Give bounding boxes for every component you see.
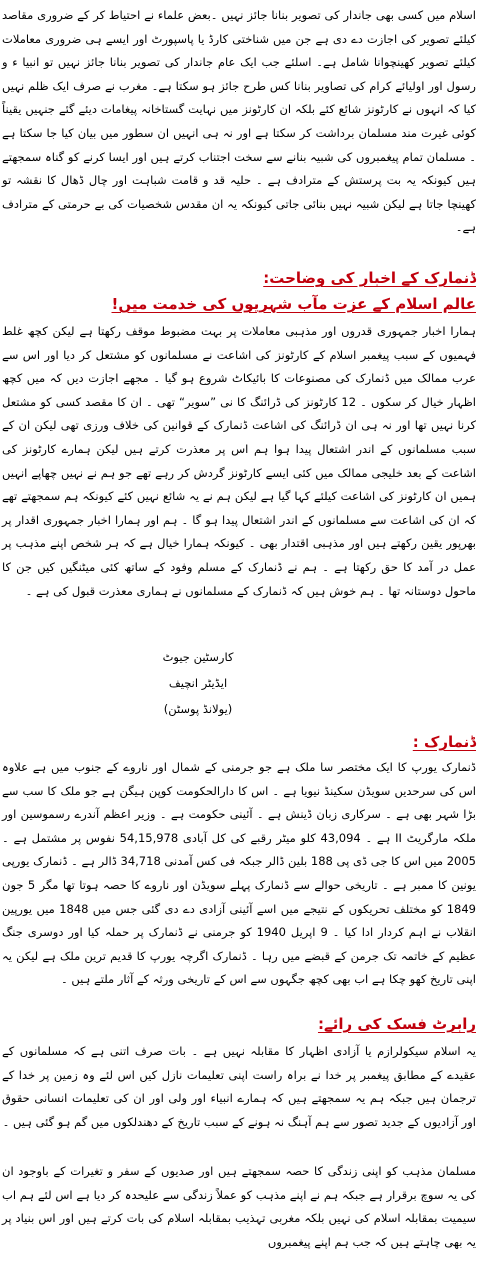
apology-paragraph: ہمارا اخبار جمہوری قدروں اور مذہبی معاملات پر بہت مضبوط موقف رکھتا ہے لیکن کچھ غلط فہمیوں کے سبب پیغمبر اسلام کے کارٹونز کی اشاعت نے مسلمانوں کو مشتعل کر دیا اور اس سے عرب ممالک میں ڈنمارک کی مصنوعات کا بائیکاٹ شروع ہو گیا ۔ مجھے اجازت دیں کہ میں کچھ اظہار خیال کر سکوں ۔ 12 کارٹونز کی ڈرائنگ کا نی ”سویر“ تھی ۔ ان کا مقصد کسی کو مشتعل کرنا نہیں تھا اور نہ ہی ان ڈرائنگ کی اشاعت ڈنمارک کے قوانین کی خلاف ورزی تھی لیکن ان کے سبب مسلمانوں کے اندر اشتعال پیدا ہوا ہم اس پر معذرت کرتے ہیں لیکن ہمارے کارٹونز کی اشاعت کے بعد خلیجی ممالک میں کئی ایسے کارٹونز گردش کر رہے تھے جو ہم نے نہیں چھاپے انہیں ہمیں ان کارٹونز کی اشاعت کیلئے کہا گیا ہے لیکن ہم نے یہ شائع نہیں کئے کیونکہ ہم سمجھتے تھے کہ ان کی اشاعت سے مسلمانوں کے اندر اشتعال پیدا ہو گا ۔ ہم اور ہمارا اخبار جمہوری اقدار پر بھرپور یقین رکھتے ہیں اور مذہبی اقتدار بھی ۔ کیونکہ ہمارا خیال ہے کہ ہر شخص اپنے مذہب پر عمل در آمد کا حق رکھتا ہے ۔ ہم نے ڈنمارک کے مسلم وفود کے ساتھ کئی میٹنگیں کیں جن کا ماحول دوستانہ تھا ۔ ہم خوش ہیں کہ ڈنمارک کے مسلمانوں نے ہماری معذرت قبول کی ہے ۔ bbox=[2, 324, 476, 598]
heading-denmark-clarification: ڈنمارک کے اخبار کی وضاحت: bbox=[263, 269, 476, 287]
signature-title: ایڈیٹر انچیف bbox=[168, 676, 228, 690]
signature-name: کارسٹین جیوٹ bbox=[162, 650, 234, 664]
intro-paragraph: اسلام میں کسی بھی جاندار کی تصویر بنانا جائز نہیں ۔بعض علماء نے احتیاط کر کے ضروری مقاصد کیلئے تصویر کی اجازت دے دی ہے جن میں شناختی کارڈ یا پاسپورٹ اور ایسے ہی ضروری معاملات کیلئے تصویر کھینچوانا شامل ہے۔ اسلئے جب ایک عام جاندار کی تصویر بنانا جائز نہیں تو انبیا ء و رسول اور اولیائے کرام کی تصاویر بنانا کس طرح جائز ہو سکتا ہے۔ مغرب نے صرف ایک ظلم نہیں کیا کہ انہوں نے کارٹونز شائع کئے بلکہ ان کارٹونز میں نہایت گستاخانہ پیغامات دیئے گئے جنہیں یقیناً کوئی غیرت مند مسلمان برداشت کر سکتا ہے اور نہ ہی انہیں ان سطور میں بیان کیا جا سکتا ہے ۔ مسلمان تمام پیغمبروں کی شبیہ بنانے سے سخت اجتناب کرتے ہیں اور ایسا کرنے کو گناہ سمجھتے ہیں کیونکہ یہ بت پرستش کے مترادف ہے ۔ حلیہ قد و قامت شباہت اور چال ڈھال کا نقشہ تو کھینچا جاتا ہے لیکن شبیہ نہیں بنائی جاتی کیونکہ یہ ان مقدس شخصیات کی بے حرمتی کے مترادف ہے۔ bbox=[2, 8, 476, 235]
heading-robert-fisk: رابرٹ فسک کی رائے: bbox=[317, 1015, 476, 1033]
denmark-paragraph: ڈنمارک یورپ کا ایک مختصر سا ملک ہے جو جرمنی کے شمال اور ناروے کے جنوب میں ہے علاوہ اس کی سرحدیں سویڈن سکینڈ نیویا ہے ۔ اس کا دارالحکومت کوپن ہیگن ہے جو ملک کا سب سے بڑا شہر بھی ہے ۔ سرکاری زبان ڈینش ہے ۔ آئینی حکومت ہے ۔ وزیر اعظم آندرے رسموسین اور ملکہ مارگریٹ II ہے ۔ 43,094 کلو میٹر رقبے کی کل آبادی 54,15,978 نفوس پر مشتمل ہے ۔ 2005 میں اس کا جی ڈی پی 188 بلین ڈالر جبکہ فی کس آمدنی 34,718 ڈالر ہے ۔ ڈنمارک یورپی یونین کا ممبر ہے ۔ تاریخی حوالے سے ڈنمارک پہلے سویڈن اور ناروے کا حصہ ہوتا تھا مگر 5 جون 1849 کو مختلف تحریکوں کے نتیجے میں اسے آئینی آزادی دے دی گئی جس میں 1848 میں یورپین انقلاب نے اہم کردار ادا کیا ۔ 9 اپریل 1940 کو جرمنی نے ڈنمارک پر حملہ کیا اور دوسری جنگ عظیم کے خاتمہ تک جرمن کے قبضے میں رہا ۔ ڈنمارک اگرچہ یورپ کا قدیم ترین ملک ہے لیکن یہ اپنی تاریخ کھو چکا ہے اب بھی کچھ جگہوں سے اس کے تاریخی ورثہ کے آثار ملتے ہیں ۔ bbox=[2, 760, 477, 987]
heading-apology: عالم اسلام کے عزت مآب شہریوں کی خدمت میں! bbox=[111, 295, 476, 313]
last-paragraph: مسلمان مذہب کو اپنی زندگی کا حصہ سمجھتے ہیں اور صدیوں کے سفر و تغیرات کے باوجود ان کی یہ سوچ برقرار ہے جبکہ ہم نے اپنے مذہب کو عملاً زندگی سے علیحدہ کر دیا ہے اس لئے ہم اب سیمیت بمقابلہ اسلام کی نہیں بلکہ مغربی تہذیب بمقابلہ اسلام کی بات کرتے ہیں اور اس بنیاد پر یہ بھی چاہتے ہیں کہ جب ہم اپنے پیغمبروں bbox=[2, 1164, 476, 1249]
heading-denmark: ڈنمارک : bbox=[412, 733, 476, 751]
signature-paper: (یولانڈ پوسٹن) bbox=[163, 702, 233, 716]
fisk-paragraph: یہ اسلام سیکولرازم یا آزادی اظہار کا مقابلہ نہیں ہے ۔ بات صرف اتنی ہے کہ مسلمانوں کے عقیدے کے مطابق پیغمبر پر خدا نے براہ راست اپنی تعلیمات نازل کیں اس لئے وہ زمین پر خدا کے ترجمان ہیں جبکہ ہم یہ سمجھتے ہیں کہ ہمارے انبیاء اور ولی اور ان کی تعلیمات انسانی حقوق اور آزادیوں کے جدید تصور سے ہم آہنگ نہ ہونے کے سبب تاریخ کے دھندلکوں میں گم ہو گئی ہیں ۔ bbox=[2, 1044, 476, 1129]
